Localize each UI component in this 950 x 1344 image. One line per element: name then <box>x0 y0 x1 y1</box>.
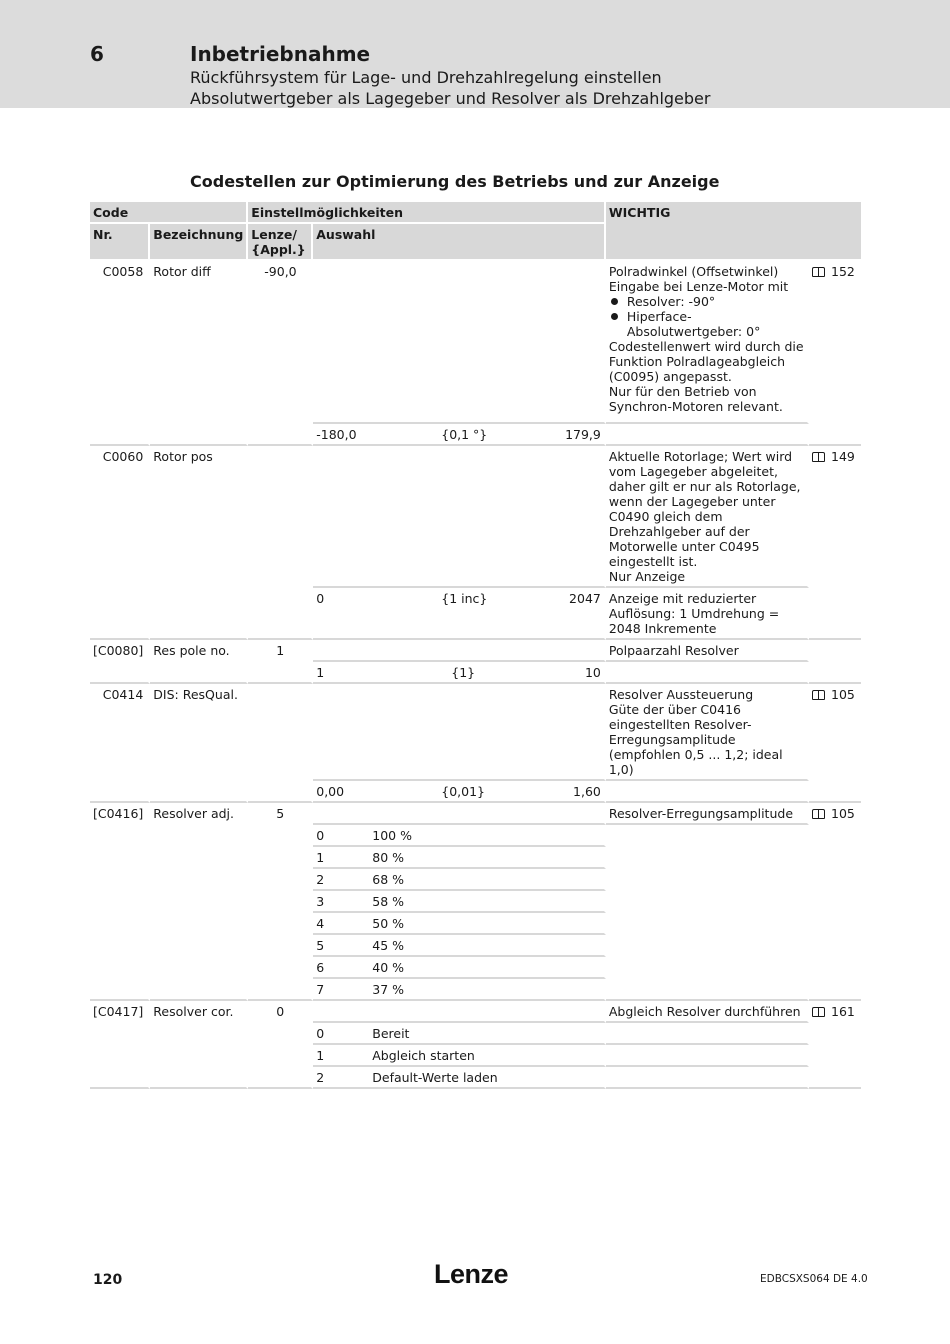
info-text: Nur für den Betrieb von Synchron-Motoren relevant. <box>608 384 783 414</box>
info-cell <box>606 825 809 1001</box>
book-icon <box>812 690 825 700</box>
header-einstell: Einstellmöglichkeiten <box>248 202 606 224</box>
option-value: 2 <box>316 1070 325 1085</box>
option-cell <box>313 825 606 847</box>
code-name: Res pole no. <box>150 640 248 684</box>
info-cell <box>606 684 809 781</box>
code-name: Rotor diff <box>150 261 248 446</box>
page-header <box>0 0 950 108</box>
reference-cell <box>809 446 861 640</box>
selection-cell <box>313 803 606 825</box>
option-value: 3 <box>316 894 325 909</box>
option-value: 0 <box>316 828 325 843</box>
range-max: 1,60 <box>573 784 601 799</box>
option-cell <box>313 891 606 913</box>
range-min: 0,00 <box>316 784 345 799</box>
option-cell <box>313 1023 606 1045</box>
info-cell: Polpaarzahl Resolver <box>606 640 809 662</box>
range-cell <box>313 588 606 640</box>
page-number: 120 <box>93 1272 123 1288</box>
section-title: Codestellen zur Optimierung des Betriebs und zur Anzeige <box>190 172 720 191</box>
range-max: 2047 <box>569 591 601 606</box>
table-row <box>90 803 861 825</box>
lenze-default <box>248 446 313 640</box>
book-icon <box>812 267 825 277</box>
range-step: {0,1 °} <box>441 427 488 442</box>
header-lenze-line-1: Lenze/ <box>251 227 297 242</box>
option-value: 4 <box>316 916 325 931</box>
option-cell <box>313 957 606 979</box>
option-cell <box>313 913 606 935</box>
info-cell <box>606 1023 809 1045</box>
bullet-item: Hiperface-Absolutwertgeber: 0° <box>609 309 804 339</box>
info-cell <box>606 781 809 803</box>
option-value: 5 <box>316 938 325 953</box>
range-cell <box>313 781 606 803</box>
header-nr: Nr. <box>90 224 150 261</box>
option-label: 100 % <box>372 828 412 843</box>
info-text: Polradwinkel (Offsetwinkel) <box>608 264 779 279</box>
table-row <box>90 640 861 662</box>
option-label: 68 % <box>372 872 405 887</box>
code-number: [C0417] <box>90 1001 150 1089</box>
info-cell <box>606 1067 809 1089</box>
header-row-1 <box>90 202 861 224</box>
page-reference: 105 <box>831 687 855 702</box>
code-name: DIS: ResQual. <box>150 684 248 803</box>
info-cell <box>606 261 809 424</box>
table-row <box>90 684 861 781</box>
option-cell <box>313 1067 606 1089</box>
range-cell <box>313 424 606 446</box>
page-reference: 152 <box>831 264 855 279</box>
info-cell <box>606 424 809 446</box>
header-auswahl: Auswahl <box>313 224 606 261</box>
header-lenze-line-2: {Appl.} <box>251 242 306 257</box>
table-row <box>90 446 861 588</box>
lenze-default <box>248 684 313 803</box>
option-label: Abgleich starten <box>372 1048 475 1063</box>
code-table <box>90 202 861 1089</box>
lenze-default: 5 <box>248 803 313 1001</box>
page-reference: 149 <box>831 449 855 464</box>
code-number: C0060 <box>90 446 150 640</box>
chapter-number: 6 <box>90 42 104 66</box>
option-label: 80 % <box>372 850 405 865</box>
code-name: Rotor pos <box>150 446 248 640</box>
option-value: 2 <box>316 872 325 887</box>
document-id: EDBCSXS064 DE 4.0 <box>760 1273 868 1285</box>
info-cell: Resolver-Erregungsamplitude <box>606 803 809 825</box>
option-label: Default-Werte laden <box>372 1070 498 1085</box>
info-text: Resolver Aussteuerung <box>608 687 754 702</box>
range-max: 179,9 <box>565 427 601 442</box>
subtitle-2: Absolutwertgeber als Lagegeber und Resolver als Drehzahlgeber <box>190 89 711 108</box>
lenze-logo: Lenze <box>434 1259 509 1289</box>
book-icon <box>812 452 825 462</box>
info-text: Codestellenwert wird durch die Funktion Polradlageabgleich (C0095) angepasst. <box>608 339 804 384</box>
info-text: Güte der über C0416 eingestellten Resolver-Erregungsamplitude (empfohlen 0,5 ... 1,2; ideal 1,0) <box>608 702 783 777</box>
option-value: 7 <box>316 982 325 997</box>
option-label: 45 % <box>372 938 405 953</box>
selection-cell <box>313 1001 606 1023</box>
header-bezeichnung: Bezeichnung <box>150 224 248 261</box>
page-reference: 105 <box>831 806 855 821</box>
header-lenze <box>248 224 313 261</box>
selection-cell <box>313 261 606 424</box>
bullet-item: Resolver: -90° <box>609 294 804 309</box>
info-text: Aktuelle Rotorlage; Wert wird vom Lagegeber abgeleitet, daher gilt er nur als Rotorlage, wenn der Lagegeber unter C0490 gleich dem Drehzahlgeber auf der Motorwelle unter C0495 eingestellt ist. <box>608 449 801 569</box>
range-step: {1 inc} <box>441 591 488 606</box>
option-label: 40 % <box>372 960 405 975</box>
code-number: C0058 <box>90 261 150 446</box>
reference-cell <box>809 1001 861 1089</box>
info-text: Eingabe bei Lenze-Motor mit <box>608 279 789 294</box>
lenze-default: 1 <box>248 640 313 684</box>
option-cell <box>313 935 606 957</box>
info-text: Nur Anzeige <box>608 569 686 584</box>
selection-cell <box>313 446 606 588</box>
code-number: C0414 <box>90 684 150 803</box>
code-number: [C0080] <box>90 640 150 684</box>
range-step: {0,01} <box>441 784 485 799</box>
chapter-title: Inbetriebnahme <box>190 42 371 66</box>
option-value: 1 <box>316 1048 325 1063</box>
lenze-default: -90,0 <box>248 261 313 446</box>
reference-cell <box>809 640 861 684</box>
range-max: 10 <box>584 665 601 680</box>
code-name: Resolver cor. <box>150 1001 248 1089</box>
option-value: 1 <box>316 850 325 865</box>
book-icon <box>812 1007 825 1017</box>
lenze-default: 0 <box>248 1001 313 1089</box>
reference-cell <box>809 684 861 803</box>
page-reference: 161 <box>831 1004 855 1019</box>
range-min: 0 <box>316 591 325 606</box>
info-cell: Anzeige mit reduzierter Auflösung: 1 Umdrehung = 2048 Inkremente <box>606 588 809 640</box>
option-cell <box>313 1045 606 1067</box>
subtitle-1: Rückführsystem für Lage- und Drehzahlregelung einstellen <box>190 68 662 87</box>
option-label: Bereit <box>372 1026 410 1041</box>
option-cell <box>313 979 606 1001</box>
info-cell <box>606 446 809 588</box>
header-code: Code <box>90 202 248 224</box>
option-value: 6 <box>316 960 325 975</box>
selection-cell <box>313 684 606 781</box>
code-number: [C0416] <box>90 803 150 1001</box>
range-min: -180,0 <box>316 427 357 442</box>
header-wichtig: WICHTIG <box>606 202 861 261</box>
option-label: 37 % <box>372 982 405 997</box>
book-icon <box>812 809 825 819</box>
option-value: 0 <box>316 1026 325 1041</box>
info-cell <box>606 1045 809 1067</box>
selection-cell <box>313 640 606 662</box>
range-min: 1 <box>316 665 325 680</box>
info-cell <box>606 662 809 684</box>
reference-cell <box>809 803 861 1001</box>
reference-cell <box>809 261 861 446</box>
option-cell <box>313 869 606 891</box>
table-row <box>90 261 861 424</box>
option-label: 50 % <box>372 916 405 931</box>
option-label: 58 % <box>372 894 405 909</box>
info-cell: Abgleich Resolver durchführen <box>606 1001 809 1023</box>
table-row <box>90 1001 861 1023</box>
range-cell <box>313 662 606 684</box>
code-name: Resolver adj. <box>150 803 248 1001</box>
option-cell <box>313 847 606 869</box>
range-step: {1} <box>451 665 476 680</box>
